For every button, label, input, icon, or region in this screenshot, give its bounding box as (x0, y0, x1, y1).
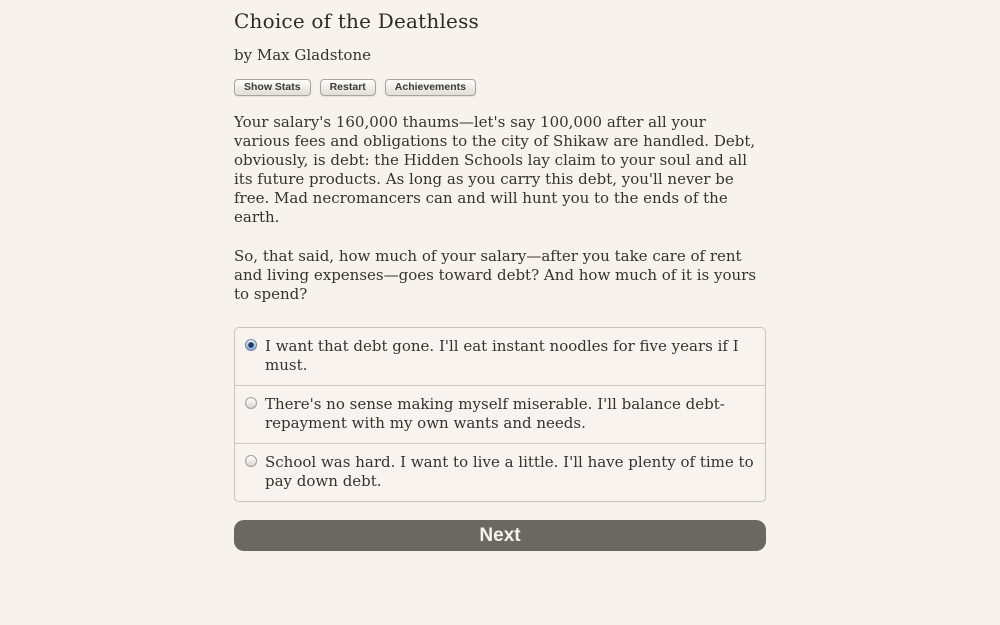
achievements-button[interactable]: Achievements (385, 79, 476, 96)
story-text (234, 113, 766, 304)
radio-button[interactable] (245, 339, 257, 351)
choice-option-3[interactable] (235, 443, 765, 501)
author-byline: by Max Gladstone (234, 46, 371, 64)
radio-button[interactable] (245, 397, 257, 409)
choice-option-1[interactable] (235, 328, 765, 385)
choice-option-label: School was hard. I want to live a little. I'll have plenty of time to pay down debt. (265, 453, 754, 490)
main-content (234, 8, 766, 551)
page-title: Choice of the Deathless (234, 9, 480, 33)
restart-button[interactable]: Restart (320, 79, 376, 96)
show-stats-button[interactable]: Show Stats (234, 79, 311, 96)
radio-button[interactable] (245, 455, 257, 467)
choice-options-group (234, 327, 766, 502)
toolbar (234, 79, 766, 96)
next-button[interactable]: Next (234, 520, 766, 551)
story-paragraph: So, that said, how much of your salary—after you take care of rent and living expenses—goes toward debt? And how much of it is yours to spend? (234, 247, 757, 303)
choice-option-label: I want that debt gone. I'll eat instant noodles for five years if I must. (265, 337, 739, 374)
story-paragraph: Your salary's 160,000 thaums—let's say 100,000 after all your various fees and obligations to the city of Shikaw are handled. Debt, obviously, is debt: the Hidden Schools lay claim to your soul and all its future products. As long as you carry this debt, you'll never be free. Mad necromancers can and will hunt you to the ends of the earth. (234, 113, 756, 226)
choice-option-label: There's no sense making myself miserable. I'll balance debt-repayment with my own wants and needs. (265, 395, 725, 432)
choice-option-2[interactable] (235, 385, 765, 443)
